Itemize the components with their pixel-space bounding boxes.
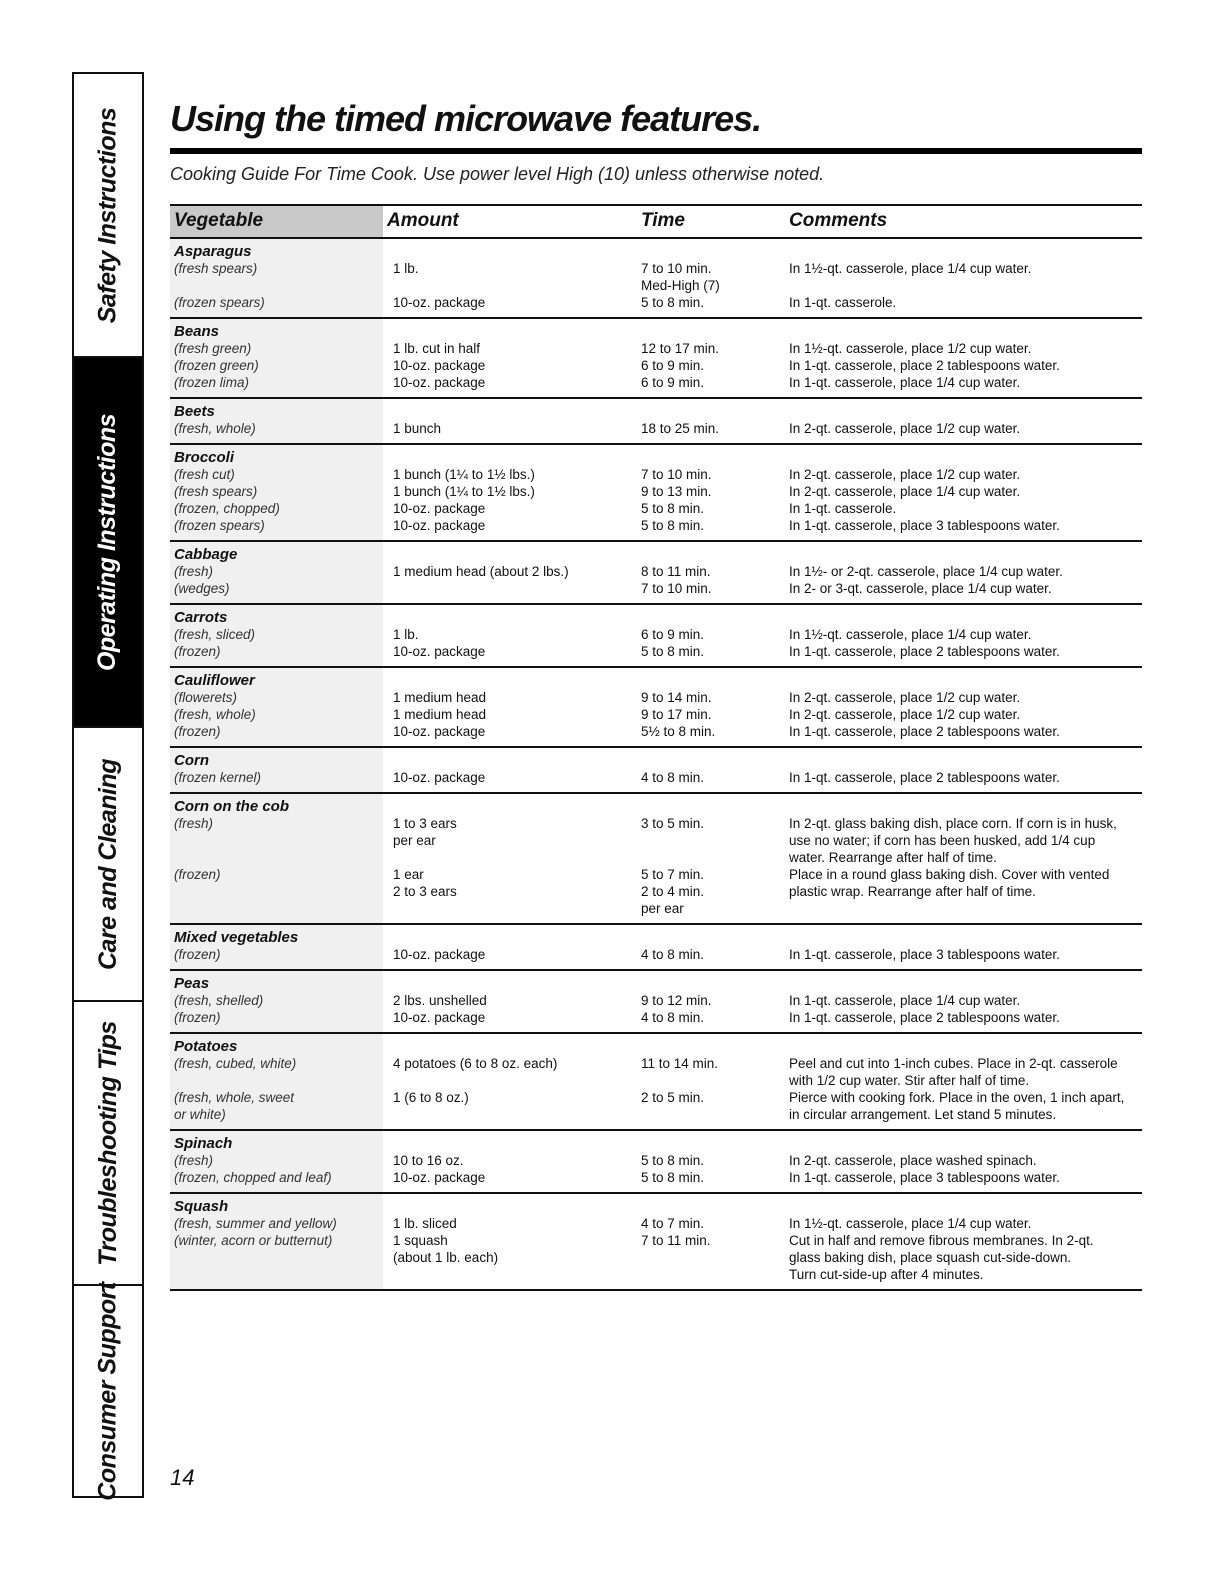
section-tabs — [72, 72, 144, 1501]
variety-cell: (fresh) — [170, 1152, 383, 1169]
amount-cell — [383, 277, 637, 294]
empty-cell — [785, 398, 1142, 420]
variety-cell: (fresh, summer and yellow) — [170, 1215, 383, 1232]
variety-cell: (frozen) — [170, 866, 383, 883]
time-cell: 2 to 4 min. — [641, 884, 705, 899]
amount-cell — [383, 1266, 637, 1290]
group-name-row — [170, 793, 1142, 815]
cooking-guide-table — [170, 204, 1142, 1291]
empty-cell — [637, 541, 785, 563]
comment-cell: glass baking dish, place squash cut-side-down. — [789, 1250, 1072, 1265]
time-cell: 5 to 7 min. — [641, 867, 705, 882]
amount-cell: 2 to 3 ears — [393, 884, 457, 899]
time-cell: 7 to 10 min. — [641, 261, 712, 276]
empty-cell — [637, 444, 785, 466]
variety-cell: (winter, acorn or butternut) — [170, 1232, 383, 1249]
time-cell: 9 to 13 min. — [641, 484, 712, 499]
comment-cell: Pierce with cooking fork. Place in the oven, 1 inch apart, — [789, 1090, 1125, 1105]
table-row — [170, 849, 1142, 866]
comment-cell: plastic wrap. Rearrange after half of time. — [789, 884, 1036, 899]
empty-cell — [637, 924, 785, 946]
vegetable-name: Corn on the cob — [170, 793, 383, 815]
header-amount: Amount — [387, 210, 459, 231]
time-cell: per ear — [641, 901, 684, 916]
variety-cell — [170, 1249, 383, 1266]
variety-cell: (fresh cut) — [170, 466, 383, 483]
variety-cell: (fresh) — [170, 563, 383, 580]
empty-cell — [383, 541, 637, 563]
time-cell: 9 to 17 min. — [641, 707, 712, 722]
table-row — [170, 1169, 1142, 1193]
time-cell — [637, 1249, 785, 1266]
amount-cell: 1 lb. sliced — [393, 1216, 457, 1231]
time-cell — [637, 832, 785, 849]
time-cell: 5 to 8 min. — [641, 501, 705, 516]
variety-cell: (fresh green) — [170, 340, 383, 357]
empty-cell — [785, 970, 1142, 992]
time-cell: 2 to 5 min. — [641, 1090, 705, 1105]
table-row — [170, 1106, 1142, 1130]
vegetable-name: Mixed vegetables — [170, 924, 383, 946]
amount-cell: 1 bunch — [393, 421, 442, 436]
group-name-row — [170, 1193, 1142, 1215]
amount-cell: 2 lbs. unshelled — [393, 993, 487, 1008]
comment-cell: In 1-qt. casserole, place 2 tablespoons water. — [789, 724, 1060, 739]
variety-cell: (flowerets) — [170, 689, 383, 706]
time-cell — [637, 1266, 785, 1290]
amount-cell: 1 lb. cut in half — [393, 341, 481, 356]
table-row — [170, 374, 1142, 398]
comment-cell: In 1½-qt. casserole, place 1/4 cup water. — [789, 261, 1032, 276]
group-name-row — [170, 1130, 1142, 1152]
table-row — [170, 500, 1142, 517]
variety-cell — [170, 1072, 383, 1089]
tab-label: Consumer Support — [93, 1281, 122, 1501]
variety-cell — [170, 849, 383, 866]
variety-cell — [170, 900, 383, 924]
vegetable-name: Corn — [170, 747, 383, 769]
comment-cell — [785, 277, 1142, 294]
comment-cell: In 2-qt. casserole, place 1/2 cup water. — [789, 707, 1021, 722]
group-name-row — [170, 604, 1142, 626]
variety-cell: (frozen, chopped and leaf) — [170, 1169, 383, 1193]
table-row — [170, 643, 1142, 667]
empty-cell — [637, 793, 785, 815]
amount-cell: 1 medium head — [393, 690, 487, 705]
time-cell: 4 to 8 min. — [641, 947, 705, 962]
variety-cell — [170, 832, 383, 849]
comment-cell: In 2- or 3-qt. casserole, place 1/4 cup water. — [789, 581, 1052, 596]
time-cell — [637, 849, 785, 866]
empty-cell — [383, 238, 637, 260]
table-row — [170, 1266, 1142, 1290]
comment-cell: In 1½- or 2-qt. casserole, place 1/4 cup water. — [789, 564, 1063, 579]
comment-cell: In 1-qt. casserole, place 3 tablespoons water. — [789, 1170, 1060, 1185]
empty-cell — [383, 924, 637, 946]
table-row — [170, 769, 1142, 793]
vegetable-group — [170, 1130, 1142, 1193]
time-cell: 5½ to 8 min. — [641, 724, 716, 739]
time-cell — [637, 1072, 785, 1089]
variety-cell: (frozen lima) — [170, 374, 383, 398]
variety-cell: (frozen) — [170, 723, 383, 747]
empty-cell — [785, 238, 1142, 260]
table-row — [170, 420, 1142, 444]
table-row — [170, 340, 1142, 357]
table-row — [170, 1055, 1142, 1072]
page-subtitle: Cooking Guide For Time Cook. Use power level High (10) unless otherwise noted. — [170, 164, 825, 184]
table-row — [170, 946, 1142, 970]
empty-cell — [785, 1193, 1142, 1215]
empty-cell — [383, 604, 637, 626]
amount-cell: (about 1 lb. each) — [393, 1250, 499, 1265]
amount-cell: 1 to 3 ears — [393, 816, 457, 831]
amount-cell: 4 potatoes (6 to 8 oz. each) — [393, 1056, 558, 1071]
amount-cell — [383, 1072, 637, 1089]
header-time: Time — [641, 210, 686, 231]
comment-cell: In 1-qt. casserole, place 3 tablespoons water. — [789, 518, 1060, 533]
vegetable-name: Broccoli — [170, 444, 383, 466]
title-rule — [170, 148, 1142, 154]
time-cell: 5 to 8 min. — [641, 644, 705, 659]
amount-cell — [383, 1106, 637, 1130]
time-cell: 4 to 8 min. — [641, 1010, 705, 1025]
comment-cell: In 2-qt. glass baking dish, place corn. If corn is in husk, — [789, 816, 1117, 831]
vegetable-name: Asparagus — [170, 238, 383, 260]
table-header-row — [170, 205, 1142, 238]
amount-cell: 1 squash — [393, 1233, 448, 1248]
comment-cell: In 1-qt. casserole, place 2 tablespoons water. — [789, 1010, 1060, 1025]
tab-troubleshooting-tips[interactable] — [74, 1002, 142, 1286]
variety-cell: (fresh spears) — [170, 260, 383, 277]
variety-cell: (frozen) — [170, 1009, 383, 1033]
table-row — [170, 357, 1142, 374]
header-comments: Comments — [789, 210, 888, 231]
comment-cell: with 1/2 cup water. Stir after half of time. — [789, 1073, 1030, 1088]
empty-cell — [785, 318, 1142, 340]
variety-cell — [170, 883, 383, 900]
empty-cell — [637, 318, 785, 340]
comment-cell: In 1-qt. casserole. — [789, 295, 897, 310]
amount-cell: 1 medium head (about 2 lbs.) — [393, 564, 569, 579]
tab-label: Care and Cleaning — [93, 758, 122, 970]
time-cell: 4 to 8 min. — [641, 770, 705, 785]
comment-cell: In 1-qt. casserole, place 2 tablespoons water. — [789, 358, 1060, 373]
table-row — [170, 723, 1142, 747]
comment-cell: Peel and cut into 1-inch cubes. Place in 2-qt. casserole — [789, 1056, 1118, 1071]
comment-cell: In 1-qt. casserole, place 3 tablespoons water. — [789, 947, 1060, 962]
vegetable-name: Cabbage — [170, 541, 383, 563]
empty-cell — [383, 793, 637, 815]
empty-cell — [383, 444, 637, 466]
comment-cell — [785, 900, 1142, 924]
page-title: Using the timed microwave features. — [170, 98, 762, 139]
group-name-row — [170, 238, 1142, 260]
table-row — [170, 563, 1142, 580]
time-cell: 5 to 8 min. — [641, 518, 705, 533]
time-cell: 7 to 11 min. — [641, 1233, 711, 1248]
table-row — [170, 689, 1142, 706]
empty-cell — [383, 1130, 637, 1152]
amount-cell: 10-oz. package — [393, 295, 486, 310]
comment-cell: In 1-qt. casserole, place 1/4 cup water. — [789, 993, 1021, 1008]
table-row — [170, 517, 1142, 541]
comment-cell: In 2-qt. casserole, place washed spinach. — [789, 1153, 1037, 1168]
table-row — [170, 706, 1142, 723]
comment-cell: In 2-qt. casserole, place 1/2 cup water. — [789, 467, 1021, 482]
empty-cell — [383, 747, 637, 769]
variety-cell: (fresh, whole, sweet — [170, 1089, 383, 1106]
empty-cell — [785, 541, 1142, 563]
vegetable-name: Potatoes — [170, 1033, 383, 1055]
time-cell: 3 to 5 min. — [641, 816, 705, 831]
time-cell: 8 to 11 min. — [641, 564, 711, 579]
comment-cell: In 2-qt. casserole, place 1/2 cup water. — [789, 690, 1021, 705]
vegetable-group — [170, 1033, 1142, 1130]
group-name-row — [170, 444, 1142, 466]
empty-cell — [383, 318, 637, 340]
vegetable-group — [170, 604, 1142, 667]
time-cell: 7 to 10 min. — [641, 581, 712, 596]
empty-cell — [637, 1193, 785, 1215]
group-name-row — [170, 924, 1142, 946]
table-row — [170, 1249, 1142, 1266]
table-row — [170, 294, 1142, 318]
group-name-row — [170, 318, 1142, 340]
vegetable-group — [170, 398, 1142, 444]
table-row — [170, 866, 1142, 883]
amount-cell: 1 ear — [393, 867, 424, 882]
comment-cell: In 1-qt. casserole, place 2 tablespoons water. — [789, 770, 1060, 785]
vegetable-group — [170, 793, 1142, 924]
table-row — [170, 1152, 1142, 1169]
time-cell: 18 to 25 min. — [641, 421, 720, 436]
empty-cell — [383, 667, 637, 689]
table-row — [170, 883, 1142, 900]
empty-cell — [785, 667, 1142, 689]
vegetable-group — [170, 541, 1142, 604]
variety-cell: (frozen spears) — [170, 517, 383, 541]
amount-cell: 10 to 16 oz. — [393, 1153, 464, 1168]
variety-cell: (fresh spears) — [170, 483, 383, 500]
amount-cell: 10-oz. package — [393, 518, 486, 533]
empty-cell — [383, 1193, 637, 1215]
variety-cell — [170, 277, 383, 294]
comment-cell: In 2-qt. casserole, place 1/4 cup water. — [789, 484, 1021, 499]
group-name-row — [170, 398, 1142, 420]
vegetable-name: Peas — [170, 970, 383, 992]
comment-cell: use no water; if corn has been husked, add 1/4 cup — [789, 833, 1096, 848]
page-number: 14 — [170, 1465, 195, 1490]
comment-cell: Cut in half and remove fibrous membranes. In 2-qt. — [789, 1233, 1094, 1248]
comment-cell: In 1-qt. casserole. — [789, 501, 897, 516]
comment-cell: In 2-qt. casserole, place 1/2 cup water. — [789, 421, 1021, 436]
empty-cell — [637, 747, 785, 769]
table-row — [170, 992, 1142, 1009]
amount-cell: per ear — [393, 833, 436, 848]
table-row — [170, 466, 1142, 483]
empty-cell — [637, 398, 785, 420]
tab-consumer-support[interactable] — [74, 1281, 142, 1501]
empty-cell — [637, 1130, 785, 1152]
vegetable-name: Spinach — [170, 1130, 383, 1152]
amount-cell: 10-oz. package — [393, 770, 486, 785]
tab-care-and-cleaning[interactable] — [74, 728, 142, 1002]
comment-cell: water. Rearrange after half of time. — [789, 850, 997, 865]
variety-cell: (frozen kernel) — [170, 769, 383, 793]
header-vegetable: Vegetable — [170, 205, 383, 238]
amount-cell: 10-oz. package — [393, 644, 486, 659]
tab-operating-instructions[interactable] — [74, 358, 142, 728]
empty-cell — [637, 1033, 785, 1055]
time-cell: 5 to 8 min. — [641, 1153, 705, 1168]
empty-cell — [637, 970, 785, 992]
tab-safety-instructions[interactable] — [74, 74, 142, 358]
comment-cell: In 1-qt. casserole, place 2 tablespoons water. — [789, 644, 1060, 659]
variety-cell — [170, 1266, 383, 1290]
table-row — [170, 832, 1142, 849]
group-name-row — [170, 1033, 1142, 1055]
group-name-row — [170, 667, 1142, 689]
comment-cell: In 1½-qt. casserole, place 1/4 cup water. — [789, 627, 1032, 642]
empty-cell — [785, 444, 1142, 466]
time-cell: 6 to 9 min. — [641, 627, 705, 642]
vegetable-name: Cauliflower — [170, 667, 383, 689]
variety-cell: (frozen, chopped) — [170, 500, 383, 517]
group-name-row — [170, 541, 1142, 563]
group-name-row — [170, 747, 1142, 769]
amount-cell — [383, 849, 637, 866]
amount-cell: 1 lb. — [393, 627, 419, 642]
vegetable-name: Squash — [170, 1193, 383, 1215]
empty-cell — [383, 1033, 637, 1055]
table-row — [170, 626, 1142, 643]
variety-cell: (fresh, whole) — [170, 420, 383, 444]
time-cell: 12 to 17 min. — [641, 341, 720, 356]
vegetable-group — [170, 747, 1142, 793]
table-row — [170, 483, 1142, 500]
amount-cell: 10-oz. package — [393, 947, 486, 962]
empty-cell — [383, 398, 637, 420]
amount-cell: 10-oz. package — [393, 1170, 486, 1185]
amount-cell — [383, 580, 637, 604]
time-cell — [637, 1106, 785, 1130]
vegetable-group — [170, 318, 1142, 398]
variety-cell: (frozen) — [170, 946, 383, 970]
amount-cell: 1 (6 to 8 oz.) — [393, 1090, 469, 1105]
time-cell: 6 to 9 min. — [641, 375, 705, 390]
amount-cell: 1 medium head — [393, 707, 487, 722]
amount-cell — [383, 900, 637, 924]
comment-cell: Place in a round glass baking dish. Cover with vented — [789, 867, 1110, 882]
empty-cell — [785, 924, 1142, 946]
empty-cell — [785, 793, 1142, 815]
empty-cell — [785, 604, 1142, 626]
table-row — [170, 580, 1142, 604]
time-cell: 5 to 8 min. — [641, 295, 705, 310]
table-row — [170, 1089, 1142, 1106]
time-cell: 5 to 8 min. — [641, 1170, 705, 1185]
time-cell: 4 to 7 min. — [641, 1216, 705, 1231]
variety-cell: (wedges) — [170, 580, 383, 604]
time-cell: 9 to 14 min. — [641, 690, 712, 705]
empty-cell — [383, 970, 637, 992]
empty-cell — [785, 1033, 1142, 1055]
vegetable-group — [170, 924, 1142, 970]
table-row — [170, 260, 1142, 277]
table-row — [170, 1009, 1142, 1033]
tab-label: Troubleshooting Tips — [93, 1020, 122, 1266]
variety-cell: (frozen spears) — [170, 294, 383, 318]
time-cell: 7 to 10 min. — [641, 467, 712, 482]
table-row — [170, 1072, 1142, 1089]
variety-cell: (fresh) — [170, 815, 383, 832]
time-cell: Med-High (7) — [641, 278, 720, 293]
amount-cell: 1 bunch (1¼ to 1½ lbs.) — [393, 484, 535, 499]
group-name-row — [170, 970, 1142, 992]
vegetable-group — [170, 667, 1142, 747]
table-row — [170, 900, 1142, 924]
vegetable-name: Beets — [170, 398, 383, 420]
time-cell: 9 to 12 min. — [641, 993, 712, 1008]
variety-cell: (fresh, sliced) — [170, 626, 383, 643]
variety-cell: (fresh, whole) — [170, 706, 383, 723]
amount-cell: 10-oz. package — [393, 375, 486, 390]
empty-cell — [637, 238, 785, 260]
vegetable-name: Carrots — [170, 604, 383, 626]
time-cell: 11 to 14 min. — [641, 1056, 719, 1071]
comment-cell: in circular arrangement. Let stand 5 minutes. — [789, 1107, 1057, 1122]
variety-cell: (fresh, cubed, white) — [170, 1055, 383, 1072]
comment-cell: In 1½-qt. casserole, place 1/2 cup water. — [789, 341, 1032, 356]
variety-cell: (fresh, shelled) — [170, 992, 383, 1009]
tab-label: Safety Instructions — [93, 107, 122, 323]
tab-label: Operating Instructions — [93, 413, 122, 671]
amount-cell: 10-oz. package — [393, 501, 486, 516]
empty-cell — [785, 1130, 1142, 1152]
amount-cell: 10-oz. package — [393, 724, 486, 739]
table-row — [170, 815, 1142, 832]
comment-cell: Turn cut-side-up after 4 minutes. — [789, 1267, 984, 1282]
vegetable-name: Beans — [170, 318, 383, 340]
variety-cell: (frozen green) — [170, 357, 383, 374]
vegetable-group — [170, 1193, 1142, 1290]
vegetable-group — [170, 970, 1142, 1033]
time-cell: 6 to 9 min. — [641, 358, 705, 373]
amount-cell: 1 bunch (1¼ to 1½ lbs.) — [393, 467, 535, 482]
table-row — [170, 1215, 1142, 1232]
amount-cell: 10-oz. package — [393, 1010, 486, 1025]
empty-cell — [637, 667, 785, 689]
comment-cell: In 1½-qt. casserole, place 1/4 cup water. — [789, 1216, 1032, 1231]
table-row — [170, 1232, 1142, 1249]
empty-cell — [637, 604, 785, 626]
vegetable-group — [170, 238, 1142, 318]
amount-cell: 1 lb. — [393, 261, 419, 276]
empty-cell — [785, 747, 1142, 769]
comment-cell: In 1-qt. casserole, place 1/4 cup water. — [789, 375, 1021, 390]
variety-cell: or white) — [170, 1106, 383, 1130]
variety-cell: (frozen) — [170, 643, 383, 667]
table-row — [170, 277, 1142, 294]
vegetable-group — [170, 444, 1142, 541]
amount-cell: 10-oz. package — [393, 358, 486, 373]
